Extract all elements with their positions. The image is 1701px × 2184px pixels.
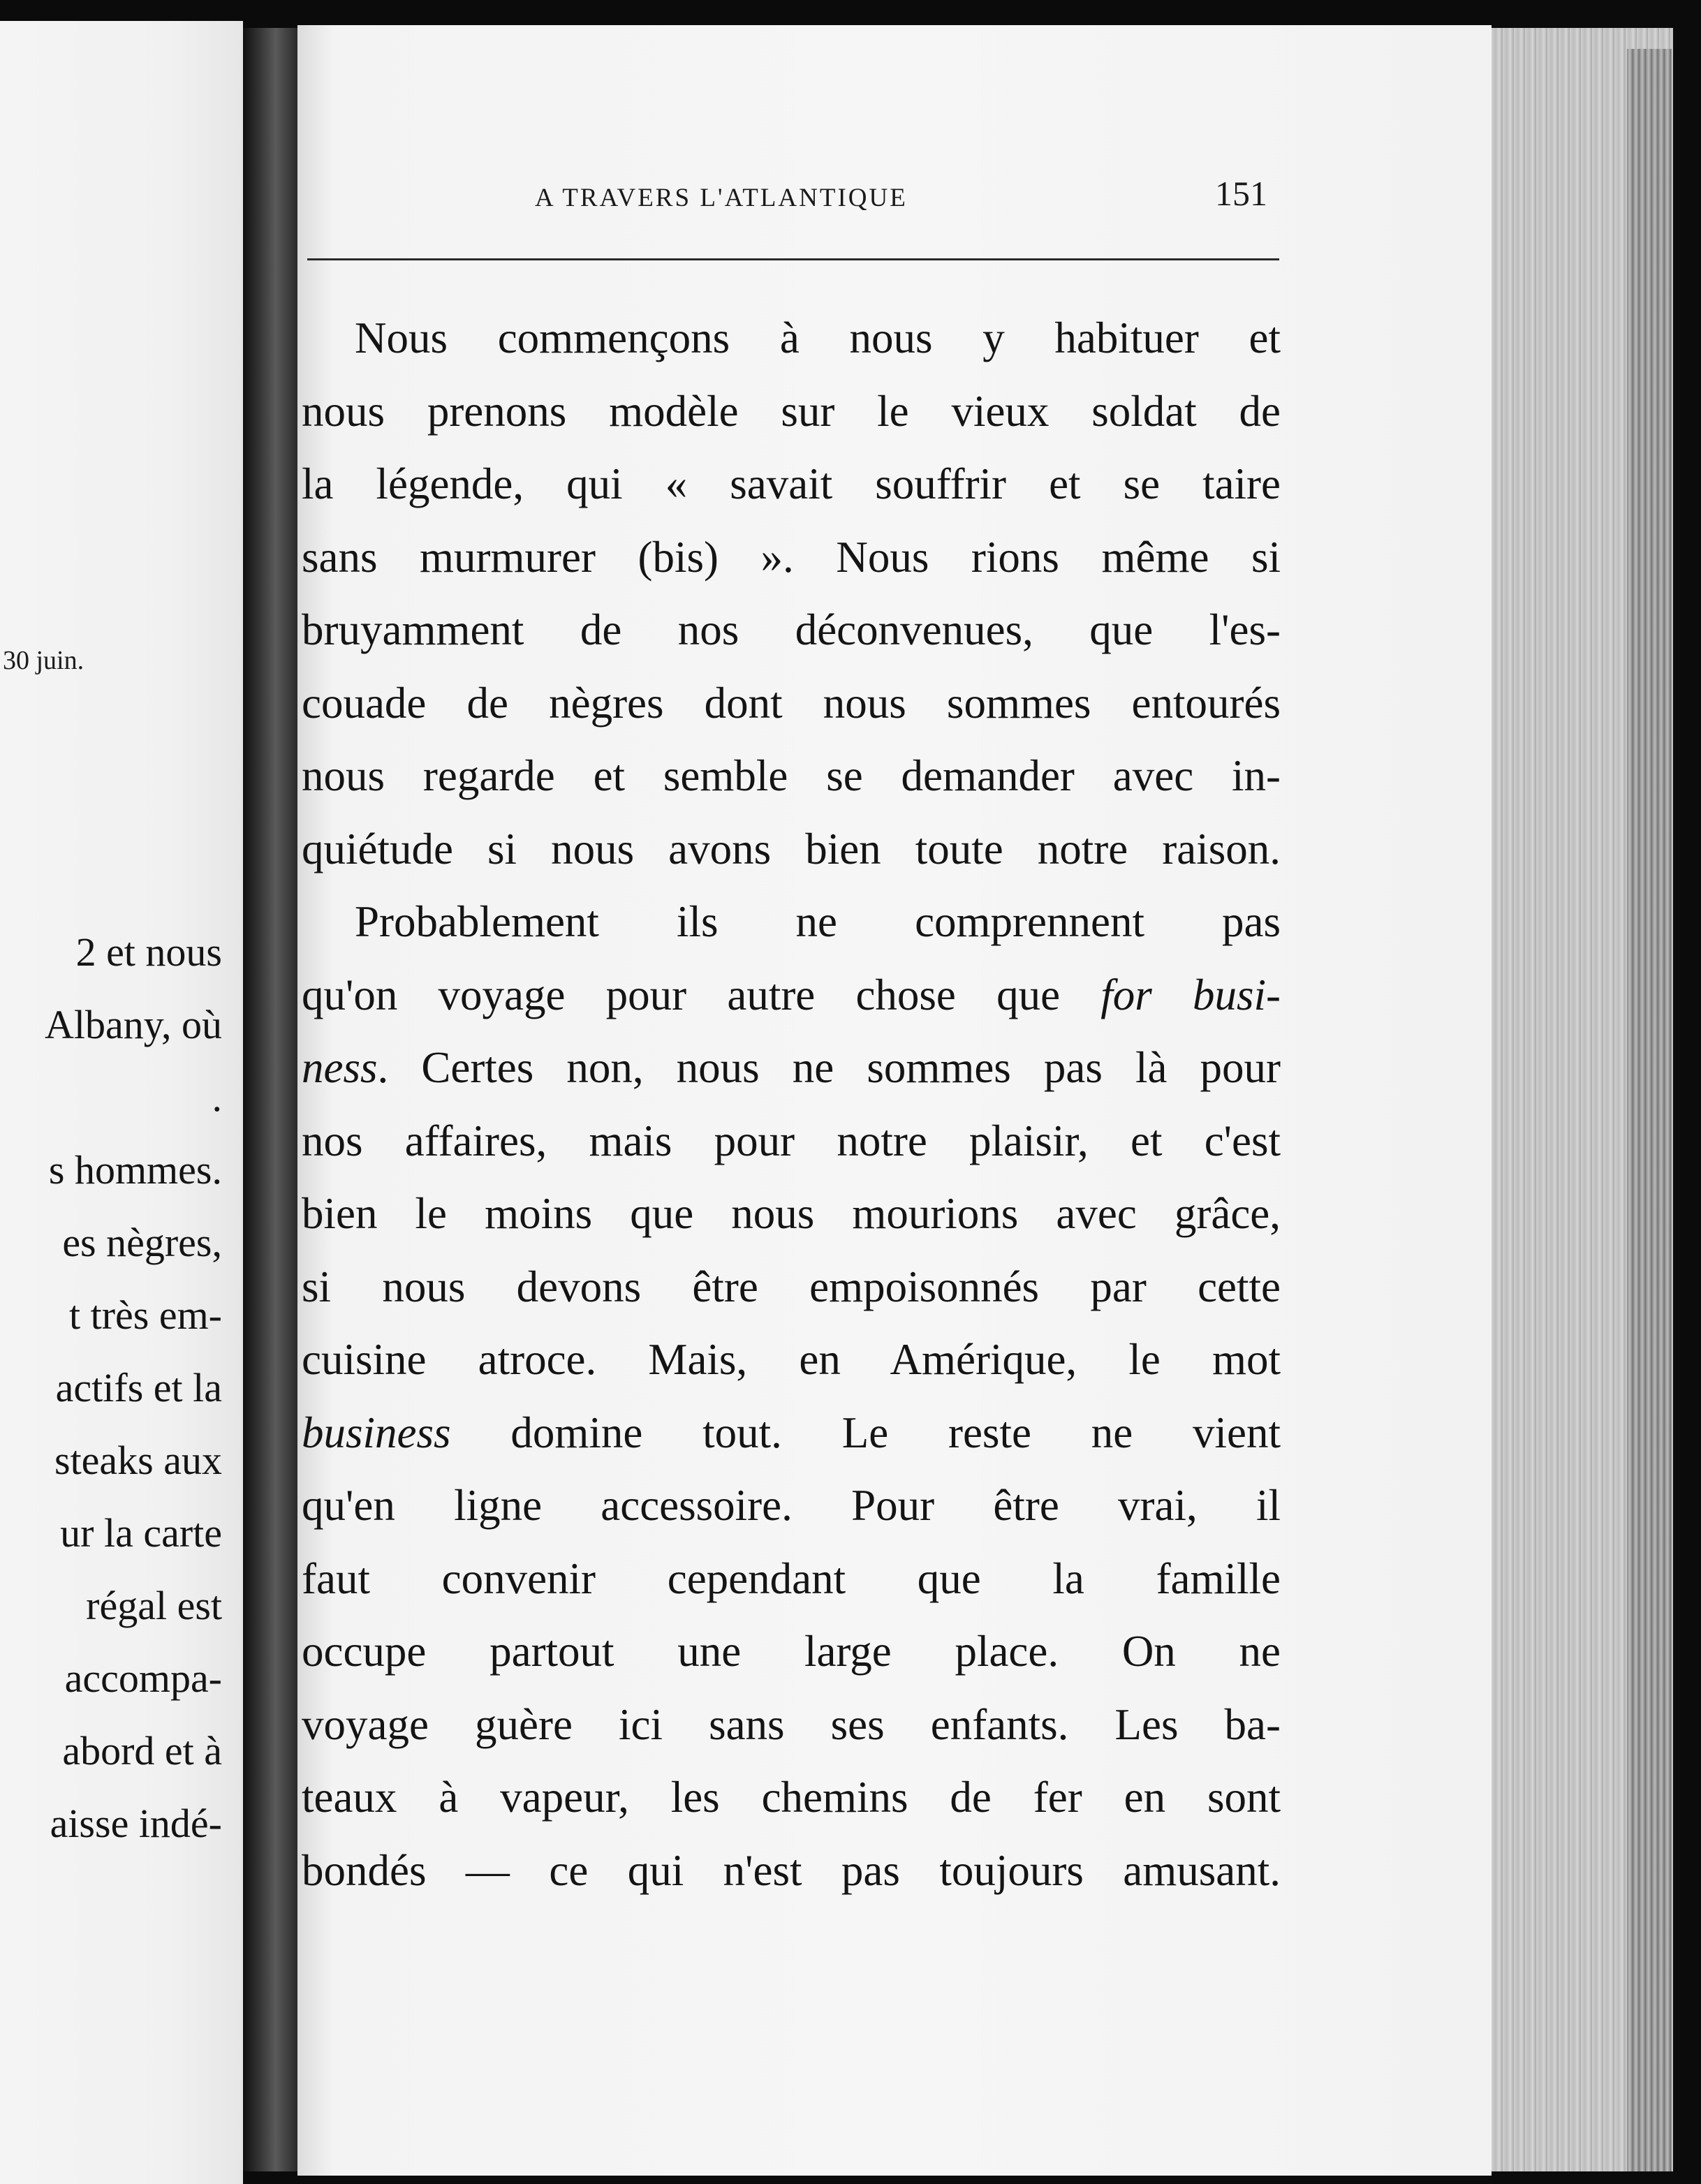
text-line: [302, 1688, 1281, 1762]
italic-text: ness: [302, 1043, 378, 1092]
text-line: [302, 1834, 1281, 1908]
text-line: [302, 593, 1281, 667]
left-line: .: [212, 1075, 222, 1120]
line-text: nos affaires, mais pour notre plaisir, et c'est: [302, 1116, 1281, 1165]
left-page: [0, 21, 243, 2184]
left-line: t très em-: [68, 1292, 222, 1338]
text-line: [302, 375, 1281, 448]
text-line: [302, 1177, 1281, 1250]
line-text: faut convenir cependant que la famille: [302, 1554, 1281, 1603]
header-rule: [307, 258, 1279, 260]
line-text: . Certes non, nous ne sommes pas là pour: [377, 1043, 1281, 1092]
text-line: [302, 1761, 1281, 1834]
line-text: bondés — ce qui n'est pas toujours amusant.: [302, 1845, 1281, 1895]
page-stack-edge-outer: [1627, 49, 1672, 2171]
left-line: actifs et la: [55, 1365, 222, 1410]
text-line: [302, 813, 1281, 886]
line-text: sans murmurer (bis) ». Nous rions même si: [302, 532, 1281, 582]
text-line: [302, 1396, 1281, 1470]
text-line: [302, 1031, 1281, 1105]
left-line: ur la carte: [60, 1510, 222, 1556]
line-text: occupe partout une large place. On ne: [302, 1627, 1281, 1676]
text-line: [302, 1323, 1281, 1396]
text-line: [302, 739, 1281, 813]
text-line: [302, 667, 1281, 740]
line-text: Nous commençons à nous y habituer et: [355, 313, 1281, 362]
line-text: bruyamment de nos déconvenues, que l'es-: [302, 605, 1281, 654]
line-text: nous regarde et semble se demander avec in-: [302, 751, 1281, 800]
left-line: es nègres,: [62, 1220, 222, 1265]
text-line: [302, 448, 1281, 521]
line-text: si nous devons être empoisonnés par cette: [302, 1262, 1281, 1311]
text-line: [302, 1250, 1281, 1324]
line-text: qu'on voyage pour autre chose que: [302, 970, 1101, 1019]
left-line: 2 et nous: [75, 929, 222, 975]
text-line: [302, 1469, 1281, 1542]
line-text: la légende, qui « savait souffrir et se taire: [302, 459, 1281, 508]
page-number: 151: [1215, 174, 1267, 213]
line-text: domine tout. Le reste ne vient: [450, 1408, 1281, 1457]
line-text: nous prenons modèle sur le vieux soldat de: [302, 386, 1281, 436]
line-text: quiétude si nous avons bien toute notre raison.: [302, 824, 1281, 873]
line-text: voyage guère ici sans ses enfants. Les ba-: [302, 1699, 1281, 1749]
left-line: aisse indé-: [50, 1801, 222, 1846]
left-line: régal est: [86, 1583, 222, 1628]
left-page-text: [45, 916, 222, 1860]
book-gutter: [243, 28, 297, 2171]
left-margin-note: 30 juin.: [3, 646, 84, 675]
left-line: s hommes.: [48, 1147, 222, 1193]
italic-text: for busi-: [1100, 970, 1281, 1019]
text-line: [302, 1615, 1281, 1688]
line-text: qu'en ligne accessoire. Pour être vrai, il: [302, 1481, 1281, 1530]
body-text: [302, 302, 1281, 1907]
italic-text: business: [302, 1408, 451, 1457]
text-line: [302, 521, 1281, 594]
line-text: teaux à vapeur, les chemins de fer en sont: [302, 1773, 1281, 1822]
running-title: A TRAVERS L'ATLANTIQUE: [535, 184, 908, 212]
left-line: Albany, où: [45, 1002, 222, 1047]
left-line: steaks aux: [54, 1438, 222, 1483]
text-line: [302, 1105, 1281, 1178]
text-line: [302, 959, 1281, 1032]
line-text: couade de nègres dont nous sommes entourés: [302, 678, 1281, 728]
text-line: [302, 885, 1281, 959]
line-text: Probablement ils ne comprennent pas: [355, 897, 1281, 946]
text-line: [302, 302, 1281, 375]
line-text: cuisine atroce. Mais, en Amérique, le mot: [302, 1335, 1281, 1384]
text-line: [302, 1542, 1281, 1616]
left-line: accompa-: [64, 1655, 222, 1701]
left-line: abord et à: [62, 1728, 222, 1773]
line-text: bien le moins que nous mourions avec grâce,: [302, 1189, 1281, 1238]
